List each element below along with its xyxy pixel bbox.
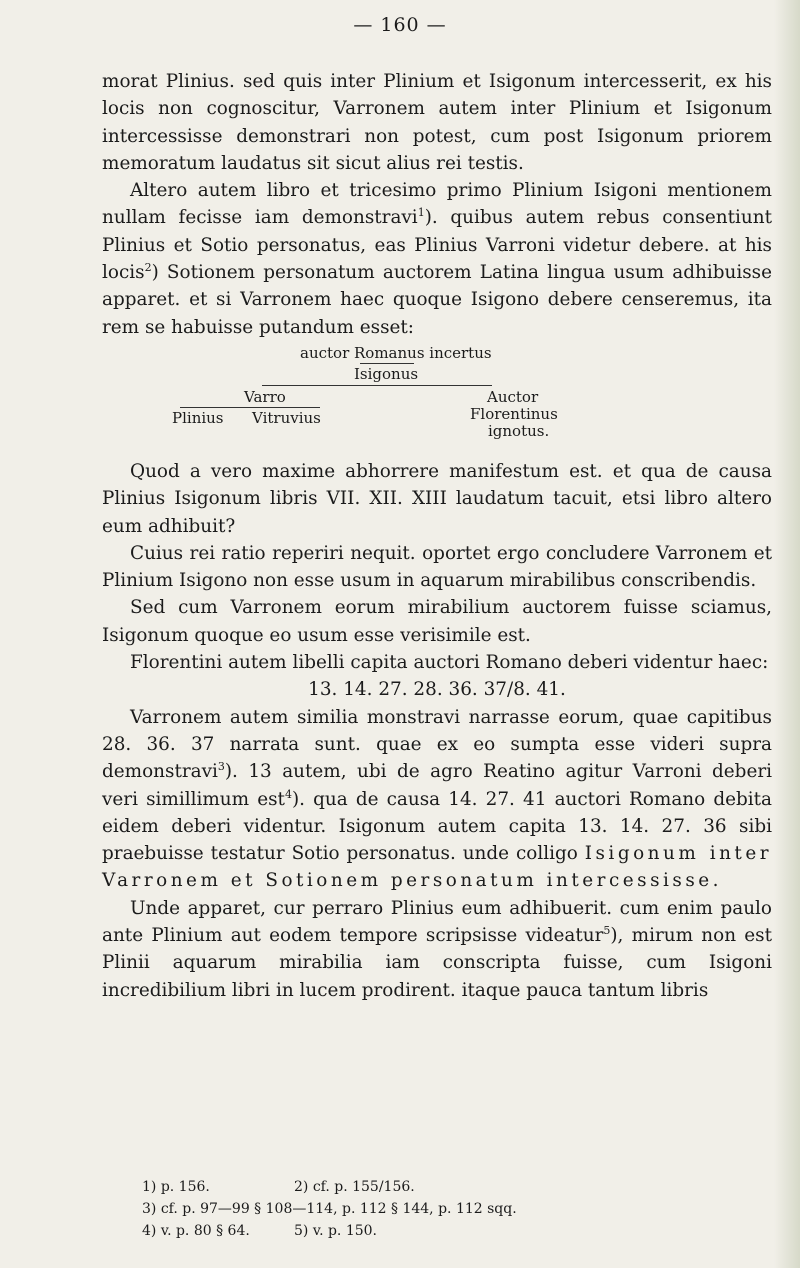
footnote-ref-3: 3 <box>217 760 225 774</box>
paragraph-7-text-2: ). 13 autem, ubi de agro Reatino agitur Varroni deberi veri simillimum est <box>102 761 772 810</box>
stemma-line-root <box>360 363 414 364</box>
stemma-varro: Varro <box>244 387 286 406</box>
paragraph-8 <box>102 895 772 1004</box>
footnote-ref-2: 2 <box>144 260 152 274</box>
footnote-1: 1) p. 156. <box>142 1179 210 1195</box>
stemma-florentinus: Florentinus <box>470 404 558 423</box>
footnote-5: 5) v. p. 150. <box>294 1223 378 1239</box>
footnote-row-2 <box>142 1198 762 1220</box>
footnote-ref-4: 4 <box>284 787 292 801</box>
stemma-isigonus: Isigonus <box>354 364 419 383</box>
footnote-row-3 <box>142 1220 762 1242</box>
stemma-plinius: Plinius <box>172 408 224 427</box>
stemma-diagram <box>102 341 772 458</box>
spaced-emphasis: Isigonum inter Varronem et Sotionem personatum intercessisse. <box>102 843 772 892</box>
paragraph-5: Sed cum Varronem eorum mirabilium auctorem fuisse sciamus, Isigonum quoque eo usum esse verisimile est. <box>102 597 772 646</box>
paragraph-7 <box>102 704 772 895</box>
footnote-2: 2) cf. p. 155/156. <box>294 1179 415 1195</box>
footnote-ref-5: 5 <box>603 923 611 937</box>
stemma-auctor: Auctor <box>487 387 539 406</box>
paragraph-8-text-2: ), mirum non est Plinii aquarum mirabilia iam conscripta fuisse, cum Isigoni incredibilium libri in lucem prodirent. itaque pauca tantum libris <box>102 925 772 1001</box>
footnote-4: 4) v. p. 80 § 64. <box>142 1223 250 1239</box>
footnote-row-1 <box>142 1176 762 1198</box>
paragraph-2-text-1: Altero autem libro et tricesimo primo Plinium Isigoni mentionem nullam fecisse iam demonstravi <box>102 180 772 229</box>
footnote-3: 3) cf. p. 97—99 § 108—114, p. 112 § 144, p. 112 sqq. <box>142 1201 517 1217</box>
stemma-vitruvius: Vitruvius <box>252 408 321 427</box>
paragraph-6: Florentini autem libelli capita auctori Romano deberi videntur haec: <box>130 652 769 674</box>
footnote-ref-1: 1 <box>417 206 425 220</box>
paragraph-2 <box>102 177 772 341</box>
page-edge-shadow <box>774 0 800 1268</box>
main-text <box>102 68 772 1004</box>
paragraph-7-text-3: ). qua de causa 14. 27. 41 auctori Romano debita eidem deberi videntur. Isigonum autem capita 13. 14. 27. 36 sibi praebuisse testatur Sotio personatus. unde colligo <box>102 788 772 865</box>
paragraph-8-text-1: Unde apparet, cur perraro Plinius eum adhibuerit. cum enim paulo ante Plinium aut eodem tempore scripsisse videatur <box>102 897 772 947</box>
paragraph-7-text-1: Varronem autem similia monstravi narrasse eorum, quae capitibus 28. 36. 37 narrata sunt. quae ex eo sumpta esse videri supra demonstravi <box>102 706 772 783</box>
stemma-ignotus: ignotus. <box>488 421 550 440</box>
paragraph-4: Cuius rei ratio reperiri nequit. oportet ergo concludere Varronem et Plinium Isigono non esse usum in aquarum mirabilibus conscribendis. <box>102 542 772 592</box>
footnotes <box>142 1176 762 1242</box>
paragraph-3: Quod a vero maxime abhorrere manifestum est. et qua de causa Plinius Isigonum libris VII. XII. XIII laudatum tacuit, etsi libro altero eum adhibuit? <box>102 460 772 537</box>
stemma-line-isigonus <box>262 385 492 386</box>
paragraph-2-text-3: ) Sotionem personatum auctorem Latina lingua usum adhibuisse apparet. et si Varronem haec quoque Isigono debere censeremus, ita rem se habuisse putandum esset: <box>102 262 772 338</box>
stemma-root: auctor Romanus incertus <box>300 343 492 362</box>
chapter-list: 13. 14. 27. 28. 36. 37/8. 41. <box>308 679 566 701</box>
page-number: — 160 — <box>353 14 447 36</box>
paragraph-2-text-2: ). quibus autem rebus consentiunt Plinius et Sotio personatus, eas Plinius Varroni videtur debere. at his locis <box>102 207 772 284</box>
paragraph-1: morat Plinius. sed quis inter Plinium et Isigonum intercesserit, ex his locis non cognoscitur, Varronem autem inter Plinium et Isigonum intercessisse demonstrari non potest, cum post Isigonum priorem memoratum laudatus sit sicut alius rei testis. <box>102 71 772 174</box>
stemma-line-varro <box>180 407 320 408</box>
